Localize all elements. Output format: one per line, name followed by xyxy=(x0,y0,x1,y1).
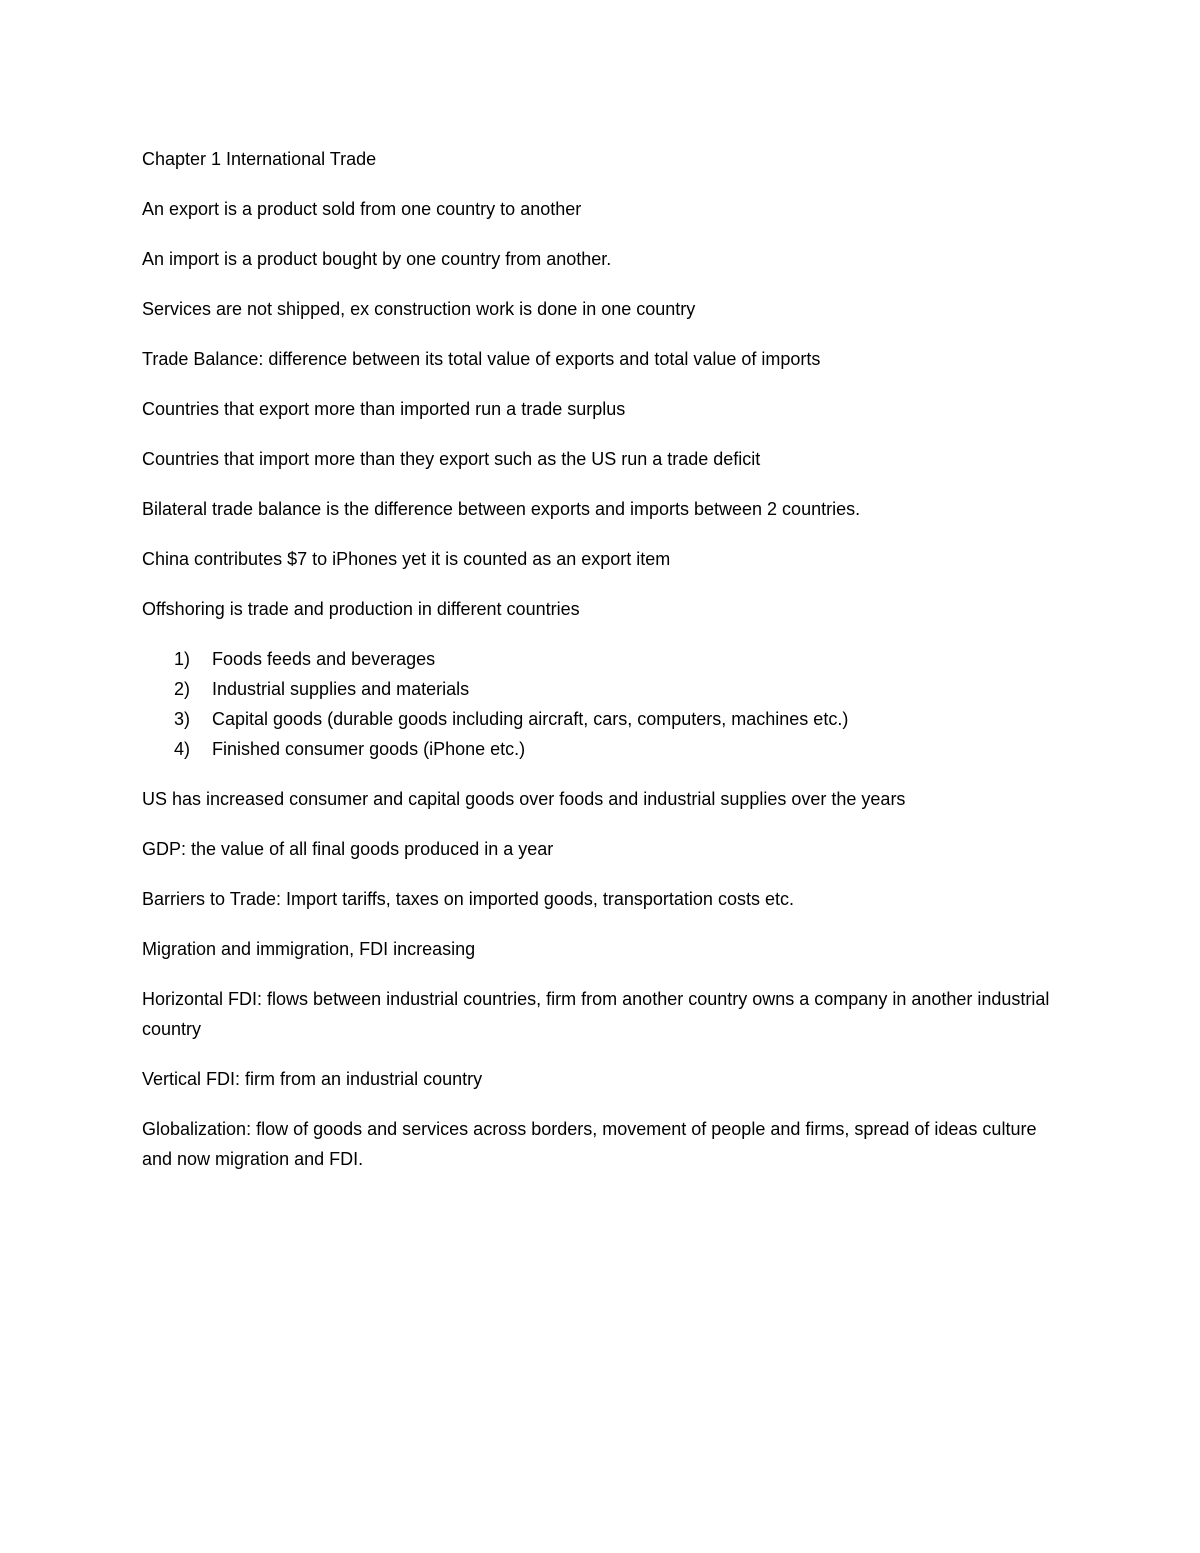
document-body xyxy=(142,144,1062,1194)
paragraph-vertical-fdi: Vertical FDI: firm from an industrial country xyxy=(142,1069,483,1089)
list-item xyxy=(142,734,1062,764)
paragraph-trade-surplus: Countries that export more than imported run a trade surplus xyxy=(142,399,626,419)
list-item-number: 1) xyxy=(174,649,191,669)
paragraph-offshoring: Offshoring is trade and production in different countries xyxy=(142,599,580,619)
paragraph-barriers: Barriers to Trade: Import tariffs, taxes on imported goods, transportation costs etc. xyxy=(142,889,794,909)
paragraph-bilateral: Bilateral trade balance is the difference between exports and imports between 2 countries. xyxy=(142,499,861,519)
paragraph-horizontal-fdi: Horizontal FDI: flows between industrial countries, firm from another country owns a company in another industrial country xyxy=(142,989,1050,1039)
list-item-number: 3) xyxy=(174,709,191,729)
paragraph-trade-balance: Trade Balance: difference between its total value of exports and total value of imports xyxy=(142,349,821,369)
list-item-text: Capital goods (durable goods including aircraft, cars, computers, machines etc.) xyxy=(212,709,849,729)
list-item-number: 4) xyxy=(174,739,191,759)
paragraph-import: An import is a product bought by one country from another. xyxy=(142,249,612,269)
paragraph-trade-deficit: Countries that import more than they export such as the US run a trade deficit xyxy=(142,449,761,469)
list-item-number: 2) xyxy=(174,679,191,699)
list-item-text: Foods feeds and beverages xyxy=(212,649,436,669)
paragraph-export: An export is a product sold from one country to another xyxy=(142,199,582,219)
paragraph-globalization: Globalization: flow of goods and services across borders, movement of people and firms, spread of ideas culture and now migration and FDI. xyxy=(142,1119,1037,1169)
list-item xyxy=(142,674,1062,704)
paragraph-china: China contributes $7 to iPhones yet it is counted as an export item xyxy=(142,549,671,569)
paragraph-services: Services are not shipped, ex construction work is done in one country xyxy=(142,299,696,319)
list-item-text: Industrial supplies and materials xyxy=(212,679,470,699)
goods-category-list xyxy=(142,644,1062,764)
list-item xyxy=(142,644,1062,674)
list-item-text: Finished consumer goods (iPhone etc.) xyxy=(212,739,526,759)
list-item xyxy=(142,704,1062,734)
paragraph-us-trends: US has increased consumer and capital goods over foods and industrial supplies over the years xyxy=(142,789,906,809)
chapter-title: Chapter 1 International Trade xyxy=(142,149,377,169)
paragraph-gdp: GDP: the value of all final goods produced in a year xyxy=(142,839,554,859)
paragraph-migration: Migration and immigration, FDI increasing xyxy=(142,939,476,959)
